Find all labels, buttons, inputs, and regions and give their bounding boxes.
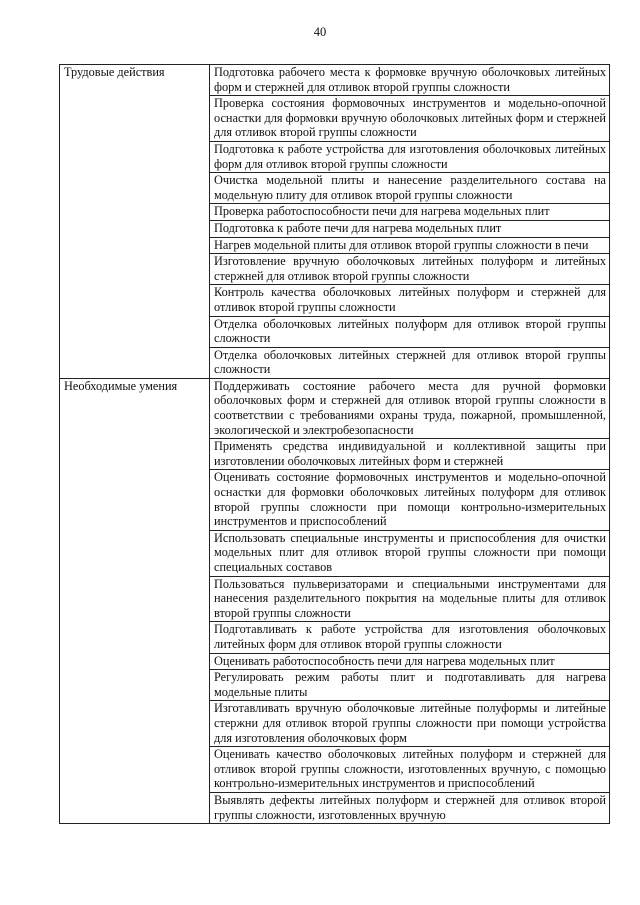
requirement-item: Изготовление вручную оболочковых литейных полуформ и литейных стержней для отливок второй группы сложности	[210, 254, 610, 285]
requirement-item: Нагрев модельной плиты для отливок второй группы сложности в печи	[210, 237, 610, 254]
requirement-item: Применять средства индивидуальной и коллективной защиты при изготовлении оболочковых литейных форм и стержней	[210, 439, 610, 470]
requirement-item: Проверка состояния формовочных инструментов и модельно-опочной оснастки для формовки вручную оболочковых литейных форм и стержней для отливок второй группы сложности	[210, 96, 610, 142]
section-label: Трудовые действия	[60, 65, 210, 379]
section-label: Необходимые умения	[60, 378, 210, 823]
requirements-table	[59, 64, 610, 824]
requirement-item: Подготовка к работе печи для нагрева модельных плит	[210, 220, 610, 237]
requirement-item: Оценивать качество оболочковых литейных полуформ и стержней для отливок второй группы сложности, изготовленных вручную, с помощью контрольно-измерительных инструментов и приспособлений	[210, 747, 610, 793]
requirement-item: Регулировать режим работы плит и подготавливать для нагрева модельные плиты	[210, 670, 610, 701]
requirement-item: Оценивать состояние формовочных инструментов и модельно-опочной оснастки для формовки оболочковых литейных полуформ для отливок второй группы сложности при помощи контрольно-измерительных инструментов и приспособлений	[210, 470, 610, 530]
requirement-item: Подготовка рабочего места к формовке вручную оболочковых литейных форм и стержней для отливок второй группы сложности	[210, 65, 610, 96]
requirement-item: Контроль качества оболочковых литейных полуформ и стержней для отливок второй группы сложности	[210, 285, 610, 316]
requirement-item: Отделка оболочковых литейных полуформ для отливок второй группы сложности	[210, 316, 610, 347]
requirement-item: Изготавливать вручную оболочковые литейные полуформы и литейные стержни для отливок второй группы сложности при помощи устройства для изготовления оболочковых форм	[210, 701, 610, 747]
requirement-item: Оценивать работоспособность печи для нагрева модельных плит	[210, 653, 610, 670]
requirement-item: Использовать специальные инструменты и приспособления для очистки модельных плит для отливок второй группы сложности при помощи специальных составов	[210, 530, 610, 576]
requirements-table-body	[60, 65, 610, 824]
requirement-item: Проверка работоспособности печи для нагрева модельных плит	[210, 204, 610, 221]
requirement-item: Подготовка к работе устройства для изготовления оболочковых литейных форм для отливок второй группы сложности	[210, 141, 610, 172]
page-number: 40	[313, 25, 327, 39]
requirement-item: Поддерживать состояние рабочего места для ручной формовки оболочковых форм и стержней для отливок второй группы сложности в соответствии с требованиями охраны труда, пожарной, промышленной, экологической и электробезопасности	[210, 378, 610, 438]
requirement-item: Отделка оболочковых литейных стержней для отливок второй группы сложности	[210, 347, 610, 378]
table-row	[60, 65, 610, 96]
requirement-item: Пользоваться пульверизаторами и специальными инструментами для нанесения разделительного покрытия на модельные плиты для отливок второй группы сложности	[210, 576, 610, 622]
requirement-item: Выявлять дефекты литейных полуформ и стержней для отливок второй группы сложности, изготовленных вручную	[210, 792, 610, 823]
requirement-item: Подготавливать к работе устройства для изготовления оболочковых литейных форм для отливок второй группы сложности	[210, 622, 610, 653]
requirement-item: Очистка модельной плиты и нанесение разделительного состава на модельную плиту для отливок второй группы сложности	[210, 173, 610, 204]
table-row	[60, 378, 610, 438]
